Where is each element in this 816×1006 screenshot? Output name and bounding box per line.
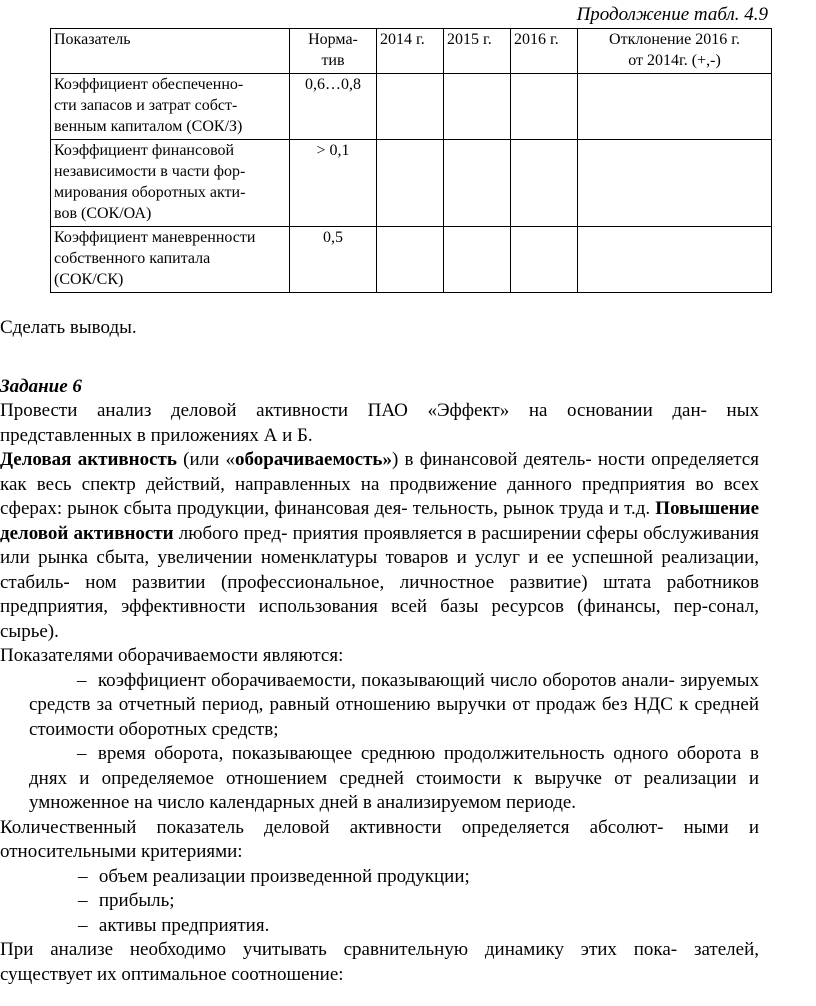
dash-bullet: – [78,914,88,936]
header-deviation-line1: Отклонение 2016 г. [609,31,740,48]
paragraph-text: любого пред- приятия проявляется в расширении сферы обслуживания или рынка сбыта, увеличении номенклатуры товаров и услуг и ее успешной реализации, стабиль- ном развитии (профессиональное, личностное развитие) штата работников предприятия, эффективности использования всей базы ресурсов (финансы, пер-сонал, сырье). [0,522,759,642]
row-norm: 0,6…0,8 [290,74,377,140]
indicator-line: независимости в части фор- [54,163,246,180]
row-norm: > 0,1 [290,140,377,227]
list-item [29,742,759,816]
list-item-text: активы предприятия. [98,914,270,936]
table-row [51,74,772,140]
header-deviation-line2: от 2014г. (+,-) [628,52,721,69]
cell-2014 [377,74,444,140]
table-row [51,140,772,227]
list-item [78,889,759,914]
term-activity-increase: Повышение деловой активности [0,498,759,544]
paragraph-text: ) в финансовой деятель- ности определяется как весь спектр действий, направленных на продвижение данного предприятия во всех сферах: рынок сбыта продукции, финансовая дея- тельность, рынок труда и т.д. [0,449,759,519]
header-2015: 2015 г. [444,29,511,74]
dash-bullet: – [78,865,88,887]
indicator-line: собственного капитала [54,250,211,267]
cell-2014 [377,140,444,227]
business-activity-paragraph [0,448,759,644]
indicator-line: мирования оборотных акти- [54,184,246,201]
cell-2015 [444,74,511,140]
list-item [78,865,759,890]
header-norm [290,29,377,74]
dash-bullet: – [78,890,88,911]
paragraph-text: (или « [176,449,236,470]
task-intro-paragraph: Провести анализ деловой активности ПАО «Эффект» на основании дан- ных представленных в приложениях А и Б. [0,400,759,446]
indicators-table [50,28,772,293]
header-norm-line1: Норма- [308,31,358,48]
dash-bullet: – [77,743,87,764]
term-business-activity: Деловая активность [0,449,177,470]
cell-deviation [578,74,772,140]
list-item [29,669,759,743]
header-indicator: Показатель [51,29,290,74]
row-indicator [51,227,290,293]
row-indicator [51,74,290,140]
table-header-row [51,29,772,74]
table-row [51,227,772,293]
header-2016: 2016 г. [511,29,578,74]
header-2014: 2014 г. [377,29,444,74]
indicator-line: вов (СОК/ОА) [54,205,152,222]
dash-bullet: – [77,669,87,691]
indicator-line: (СОК/СК) [54,271,124,288]
list-item-text: время оборота, показывающее среднюю продолжительность одного оборота в днях и определяемое отношением средней стоимости к выручке от реализации и умноженное на число календарных дней в анализируемом периоде. [29,743,759,813]
indicator-line: Коэффициент обеспеченно- [54,76,244,93]
cell-2014 [377,227,444,293]
term-turnover: оборачиваемость» [235,449,392,470]
indicator-line: Коэффициент финансовой [54,142,235,159]
header-deviation [578,29,772,74]
list-item [78,914,759,939]
cell-deviation [578,140,772,227]
cell-2016 [511,74,578,140]
cell-2016 [511,140,578,227]
indicator-line: сти запасов и затрат собст- [54,97,238,114]
document-body [0,300,759,987]
indicator-line: венным капиталом (СОК/З) [54,118,243,135]
cell-2015 [444,140,511,227]
indicator-line: Коэффициент маневренности [54,229,256,246]
table-caption: Продолжение табл. 4.9 [576,4,768,25]
row-indicator [51,140,290,227]
conclusion-text: Сделать выводы. [0,317,137,338]
cell-2016 [511,227,578,293]
header-norm-line2: тив [321,52,345,69]
task-title: Задание 6 [0,375,82,397]
list-item-text: объем реализации произведенной продукции; [98,865,470,887]
quantitative-indicator-paragraph: Количественный показатель деловой активности определяется абсолют- ными и относительными критериями: [0,816,759,862]
cell-deviation [578,227,772,293]
list-item-text: прибыль; [98,890,175,911]
cell-2015 [444,227,511,293]
turnover-indicators-heading: Показателями оборачиваемости являются: [0,645,344,666]
list-item-text: коэффициент оборачиваемости, показывающий число оборотов анали- зируемых средств за отчетный период, равный отношению выручки от продаж без НДС к средней стоимости оборотных средств; [29,669,759,740]
analysis-note-paragraph: При анализе необходимо учитывать сравнительную динамику этих пока- зателей, существует их оптимальное соотношение: [0,939,759,985]
row-norm: 0,5 [290,227,377,293]
